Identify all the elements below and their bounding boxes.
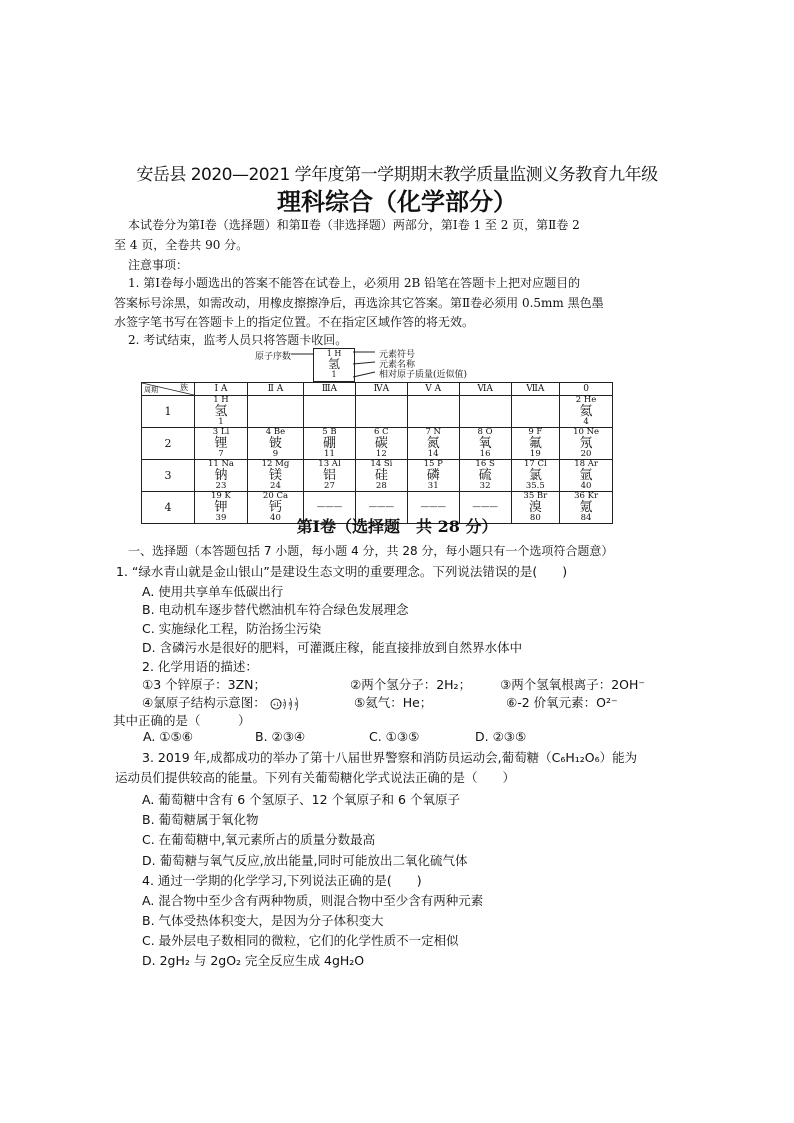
element-mass: 28 <box>375 481 387 491</box>
legend-mass-label: 相对原子质量(近似值) <box>379 370 468 380</box>
element-cell <box>195 428 248 460</box>
notes-title: 注意事项： <box>128 258 189 272</box>
exam-title: 安岳县 2020—2021 学年度第一学期期末教学质量监测义务教育九年级 <box>136 165 658 185</box>
element-symbol: 36 Kr <box>574 491 599 501</box>
question-3-stem-2: 运动员们提供较高的能量。下列有关葡萄糖化学式说法正确的是（ ） <box>115 770 516 785</box>
exam-subtitle: 理科综合（化学部分） <box>277 188 517 216</box>
question-2-stem: 2. 化学用语的描述： <box>142 659 258 674</box>
element-mass: 9 <box>272 449 279 459</box>
element-cell-dash: ——— <box>459 492 511 524</box>
element-symbol: 15 P <box>423 459 443 469</box>
periodic-table-body <box>142 396 613 524</box>
element-name: 锂 <box>214 436 228 451</box>
element-cell <box>195 396 248 428</box>
legend-sample-mass: 1 <box>331 370 337 379</box>
element-cell <box>560 460 613 492</box>
element-name: 钠 <box>214 468 228 483</box>
question-4-option-b: B. 气体受热体积变大，是因为分子体积变大 <box>142 913 384 928</box>
question-3-option-a: A. 葡萄糖中含有 6 个氢原子、12 个氧原子和 6 个氧原子 <box>142 792 460 807</box>
element-mass: 14 <box>427 449 439 459</box>
question-3-option-d: D. 葡萄糖与氧气反应,放出能量,同时可能放出二氧化硫气体 <box>142 853 468 868</box>
element-symbol: 1 H <box>213 395 229 405</box>
question-2-option-b: B. ②③④ <box>255 729 306 744</box>
legend-atomic-number: 原子序数 <box>255 352 292 362</box>
element-name: 氦 <box>579 404 593 419</box>
element-cell <box>304 460 356 492</box>
svg-text:+17: +17 <box>272 702 282 708</box>
element-symbol: 19 K <box>211 491 231 501</box>
element-mass: 12 <box>375 449 387 459</box>
question-2-statement-3: ③两个氢氧根离子：2OH⁻ <box>500 677 645 692</box>
question-2-statement-5: ⑤氦气：He； <box>354 695 433 710</box>
svg-text:8: 8 <box>294 701 297 706</box>
period-number: 3 <box>142 460 195 492</box>
element-symbol: 7 N <box>425 427 441 437</box>
question-3-option-b: B. 葡萄糖属于氧化物 <box>142 812 259 827</box>
svg-text:2: 2 <box>282 701 285 706</box>
element-symbol: 4 Be <box>265 427 286 437</box>
question-2-option-a: A. ①⑤⑥ <box>143 729 193 744</box>
period-row <box>142 428 613 460</box>
element-symbol: 10 Ne <box>573 427 600 437</box>
question-2-prompt: 其中正确的是（ ） <box>113 713 251 728</box>
element-name: 磷 <box>426 468 440 483</box>
question-2-statement-1: ①3 个锌原子：3ZN； <box>142 677 266 692</box>
svg-text:8: 8 <box>288 701 291 706</box>
question-4-option-c: C. 最外层电子数相同的微粒，它们的化学性质不一定相似 <box>142 933 459 948</box>
element-cell-empty <box>247 396 303 428</box>
element-cell <box>304 428 356 460</box>
element-symbol: 6 C <box>374 427 389 437</box>
group-header: ⅣA <box>355 383 407 396</box>
element-name: 氟 <box>528 436 542 451</box>
element-mass: 84 <box>580 513 592 523</box>
question-1-option-d: D. 含磷污水是很好的肥料，可灌溉庄稼，能直接排放到自然界水体中 <box>142 640 523 655</box>
element-cell <box>459 460 511 492</box>
element-cell <box>355 428 407 460</box>
note-1a: 1. 第Ⅰ卷每小题选出的答案不能答在试卷上，必须用 2B 铅笔在答题卡上把对应题目的 <box>128 276 581 290</box>
legend-sample-symbol: 1 H <box>326 349 342 358</box>
element-symbol: 13 Al <box>318 459 341 469</box>
element-name: 氢 <box>214 404 228 419</box>
table-corner <box>142 383 195 396</box>
question-3-stem-1: 3. 2019 年,成都成功的举办了第十八届世界警察和消防员运动会,葡萄糖（C₆H₁₂O₆）能为 <box>142 750 638 765</box>
question-2-statement-6: ⑥-2 价氧元素：O²⁻ <box>506 695 618 710</box>
element-name: 铝 <box>322 468 336 483</box>
element-mass: 27 <box>324 481 335 491</box>
group-header: ⅢA <box>304 383 356 396</box>
element-symbol: 8 O <box>477 427 493 437</box>
element-symbol: 3 Li <box>212 427 230 437</box>
element-cell-dash: ——— <box>304 492 356 524</box>
element-cell <box>407 428 459 460</box>
table-header-row <box>142 383 613 396</box>
element-mass: 80 <box>529 513 541 523</box>
element-cell-dash: ——— <box>355 492 407 524</box>
element-name: 镁 <box>268 468 282 483</box>
period-row <box>142 396 613 428</box>
legend-symbol-label: 元素符号 <box>379 350 416 360</box>
group-header: Ⅰ A <box>195 383 248 396</box>
element-mass: 7 <box>218 449 224 459</box>
chlorine-atom-diagram-icon <box>270 697 306 711</box>
legend-sample-box <box>313 348 355 382</box>
element-name: 铍 <box>268 436 282 451</box>
element-name: 硼 <box>322 436 336 451</box>
element-name: 溴 <box>528 500 542 515</box>
element-symbol: 17 Cl <box>523 459 547 469</box>
element-cell-empty <box>459 396 511 428</box>
element-cell <box>247 428 303 460</box>
element-name: 氖 <box>579 436 593 451</box>
group-header: ⅥA <box>459 383 511 396</box>
element-mass: 1 <box>218 417 224 427</box>
corner-group-label: 族 <box>180 383 188 392</box>
element-symbol: 11 Na <box>207 459 234 469</box>
note-1c: 水签字笔书写在答题卡上的指定位置。不在指定区域作答的将无效。 <box>114 315 475 329</box>
section-1-instructions: 一、选择题（本答题包括 7 小题，每小题 4 分，共 28 分，每小题只有一个选项符合题意） <box>128 544 614 558</box>
statement-4-text: ④氯原子结构示意图： <box>142 695 266 710</box>
element-symbol: 35 Br <box>523 491 548 501</box>
element-name: 氪 <box>579 500 593 515</box>
element-mass: 19 <box>529 449 541 459</box>
question-1-stem: 1. “绿水青山就是金山银山”是建设生态文明的重要理念。下列说法错误的是( ) <box>116 564 568 579</box>
question-4-option-a: A. 混合物中至少含有两种物质，则混合物中至少含有两种元素 <box>142 893 484 908</box>
element-mass: 20 <box>580 449 592 459</box>
element-mass: 32 <box>479 481 491 491</box>
element-symbol: 5 B <box>322 427 337 437</box>
question-2-option-c: C. ①③⑤ <box>369 729 420 744</box>
element-cell <box>247 460 303 492</box>
group-header: Ⅱ A <box>247 383 303 396</box>
question-4-option-d: D. 2gH₂ 与 2gO₂ 完全反应生成 4gH₂O <box>142 953 365 968</box>
group-header: 0 <box>560 383 613 396</box>
question-2-statement-2: ②两个氢分子：2H₂； <box>350 677 472 692</box>
question-1-option-a: A. 使用共享单车低碳出行 <box>142 584 284 599</box>
legend-name-label: 元素名称 <box>379 360 416 370</box>
element-mass: 40 <box>270 513 281 523</box>
element-cell-empty <box>304 396 356 428</box>
group-header: Ⅴ A <box>407 383 459 396</box>
element-cell <box>407 460 459 492</box>
element-mass: 35.5 <box>525 481 545 491</box>
element-mass: 40 <box>580 481 592 491</box>
question-1-option-c: C. 实施绿化工程，防治扬尘污染 <box>142 621 322 636</box>
period-row <box>142 460 613 492</box>
period-number: 2 <box>142 428 195 460</box>
element-cell <box>560 428 613 460</box>
element-mass: 31 <box>427 481 439 491</box>
group-header: ⅦA <box>511 383 560 396</box>
element-name: 氩 <box>579 468 593 483</box>
note-2: 2. 考试结束，监考人员只将答题卡收回。 <box>128 333 348 347</box>
periodic-table <box>141 382 613 524</box>
element-cell-empty <box>511 396 560 428</box>
legend-sample-name: 氢 <box>327 357 340 371</box>
element-symbol: 20 Ca <box>262 491 289 501</box>
element-name: 氯 <box>528 468 542 483</box>
element-symbol: 16 S <box>475 459 495 469</box>
element-symbol: 9 F <box>528 427 543 437</box>
period-number: 4 <box>142 492 195 524</box>
intro-line-1: 本试卷分为第Ⅰ卷（选择题）和第Ⅱ卷（非选择题）两部分，第Ⅰ卷 1 至 2 页，第Ⅱ卷 2 <box>128 218 580 232</box>
element-cell <box>355 460 407 492</box>
periodic-table-legend <box>255 346 485 386</box>
question-2-option-d: D. ②③⑤ <box>475 729 527 744</box>
element-name: 氧 <box>478 436 492 451</box>
section-1-title: 第Ⅰ卷（选择题 共 28 分） <box>296 517 498 536</box>
element-name: 碳 <box>374 436 388 451</box>
intro-line-2: 至 4 页，全卷共 90 分。 <box>114 238 249 252</box>
question-1-option-b: B. 电动机车逐步替代燃油机车符合绿色发展理念 <box>142 602 409 617</box>
element-symbol: 12 Mg <box>261 459 290 469</box>
element-name: 硫 <box>478 468 492 483</box>
element-mass: 11 <box>324 449 335 459</box>
element-symbol: 18 Ar <box>574 459 598 469</box>
element-symbol: 2 He <box>575 395 597 405</box>
element-name: 钙 <box>268 500 282 515</box>
element-cell <box>560 396 613 428</box>
element-name: 氮 <box>426 436 440 451</box>
element-mass: 24 <box>270 481 281 491</box>
element-cell <box>459 428 511 460</box>
element-mass: 4 <box>583 417 589 427</box>
element-name: 钾 <box>214 500 228 515</box>
element-cell-empty <box>407 396 459 428</box>
element-mass: 23 <box>215 481 227 491</box>
note-1b: 答案标号涂黑，如需改动，用橡皮擦擦净后，再选涂其它答案。第Ⅱ卷必须用 0.5mm 黑色墨 <box>114 296 604 310</box>
element-cell <box>195 460 248 492</box>
element-mass: 16 <box>479 449 491 459</box>
element-mass: 39 <box>215 513 227 523</box>
question-3-option-c: C. 在葡萄糖中,氧元素所占的质量分数最高 <box>142 832 376 847</box>
element-cell-empty <box>355 396 407 428</box>
element-cell <box>511 460 560 492</box>
element-name: 硅 <box>374 468 388 483</box>
corner-period-label: 周期 <box>144 386 158 394</box>
element-symbol: 14 Si <box>370 459 393 469</box>
element-cell <box>511 428 560 460</box>
element-cell-dash: ——— <box>407 492 459 524</box>
question-4-stem: 4. 通过一学期的化学学习,下列说法正确的是( ) <box>142 873 422 888</box>
period-number: 1 <box>142 396 195 428</box>
